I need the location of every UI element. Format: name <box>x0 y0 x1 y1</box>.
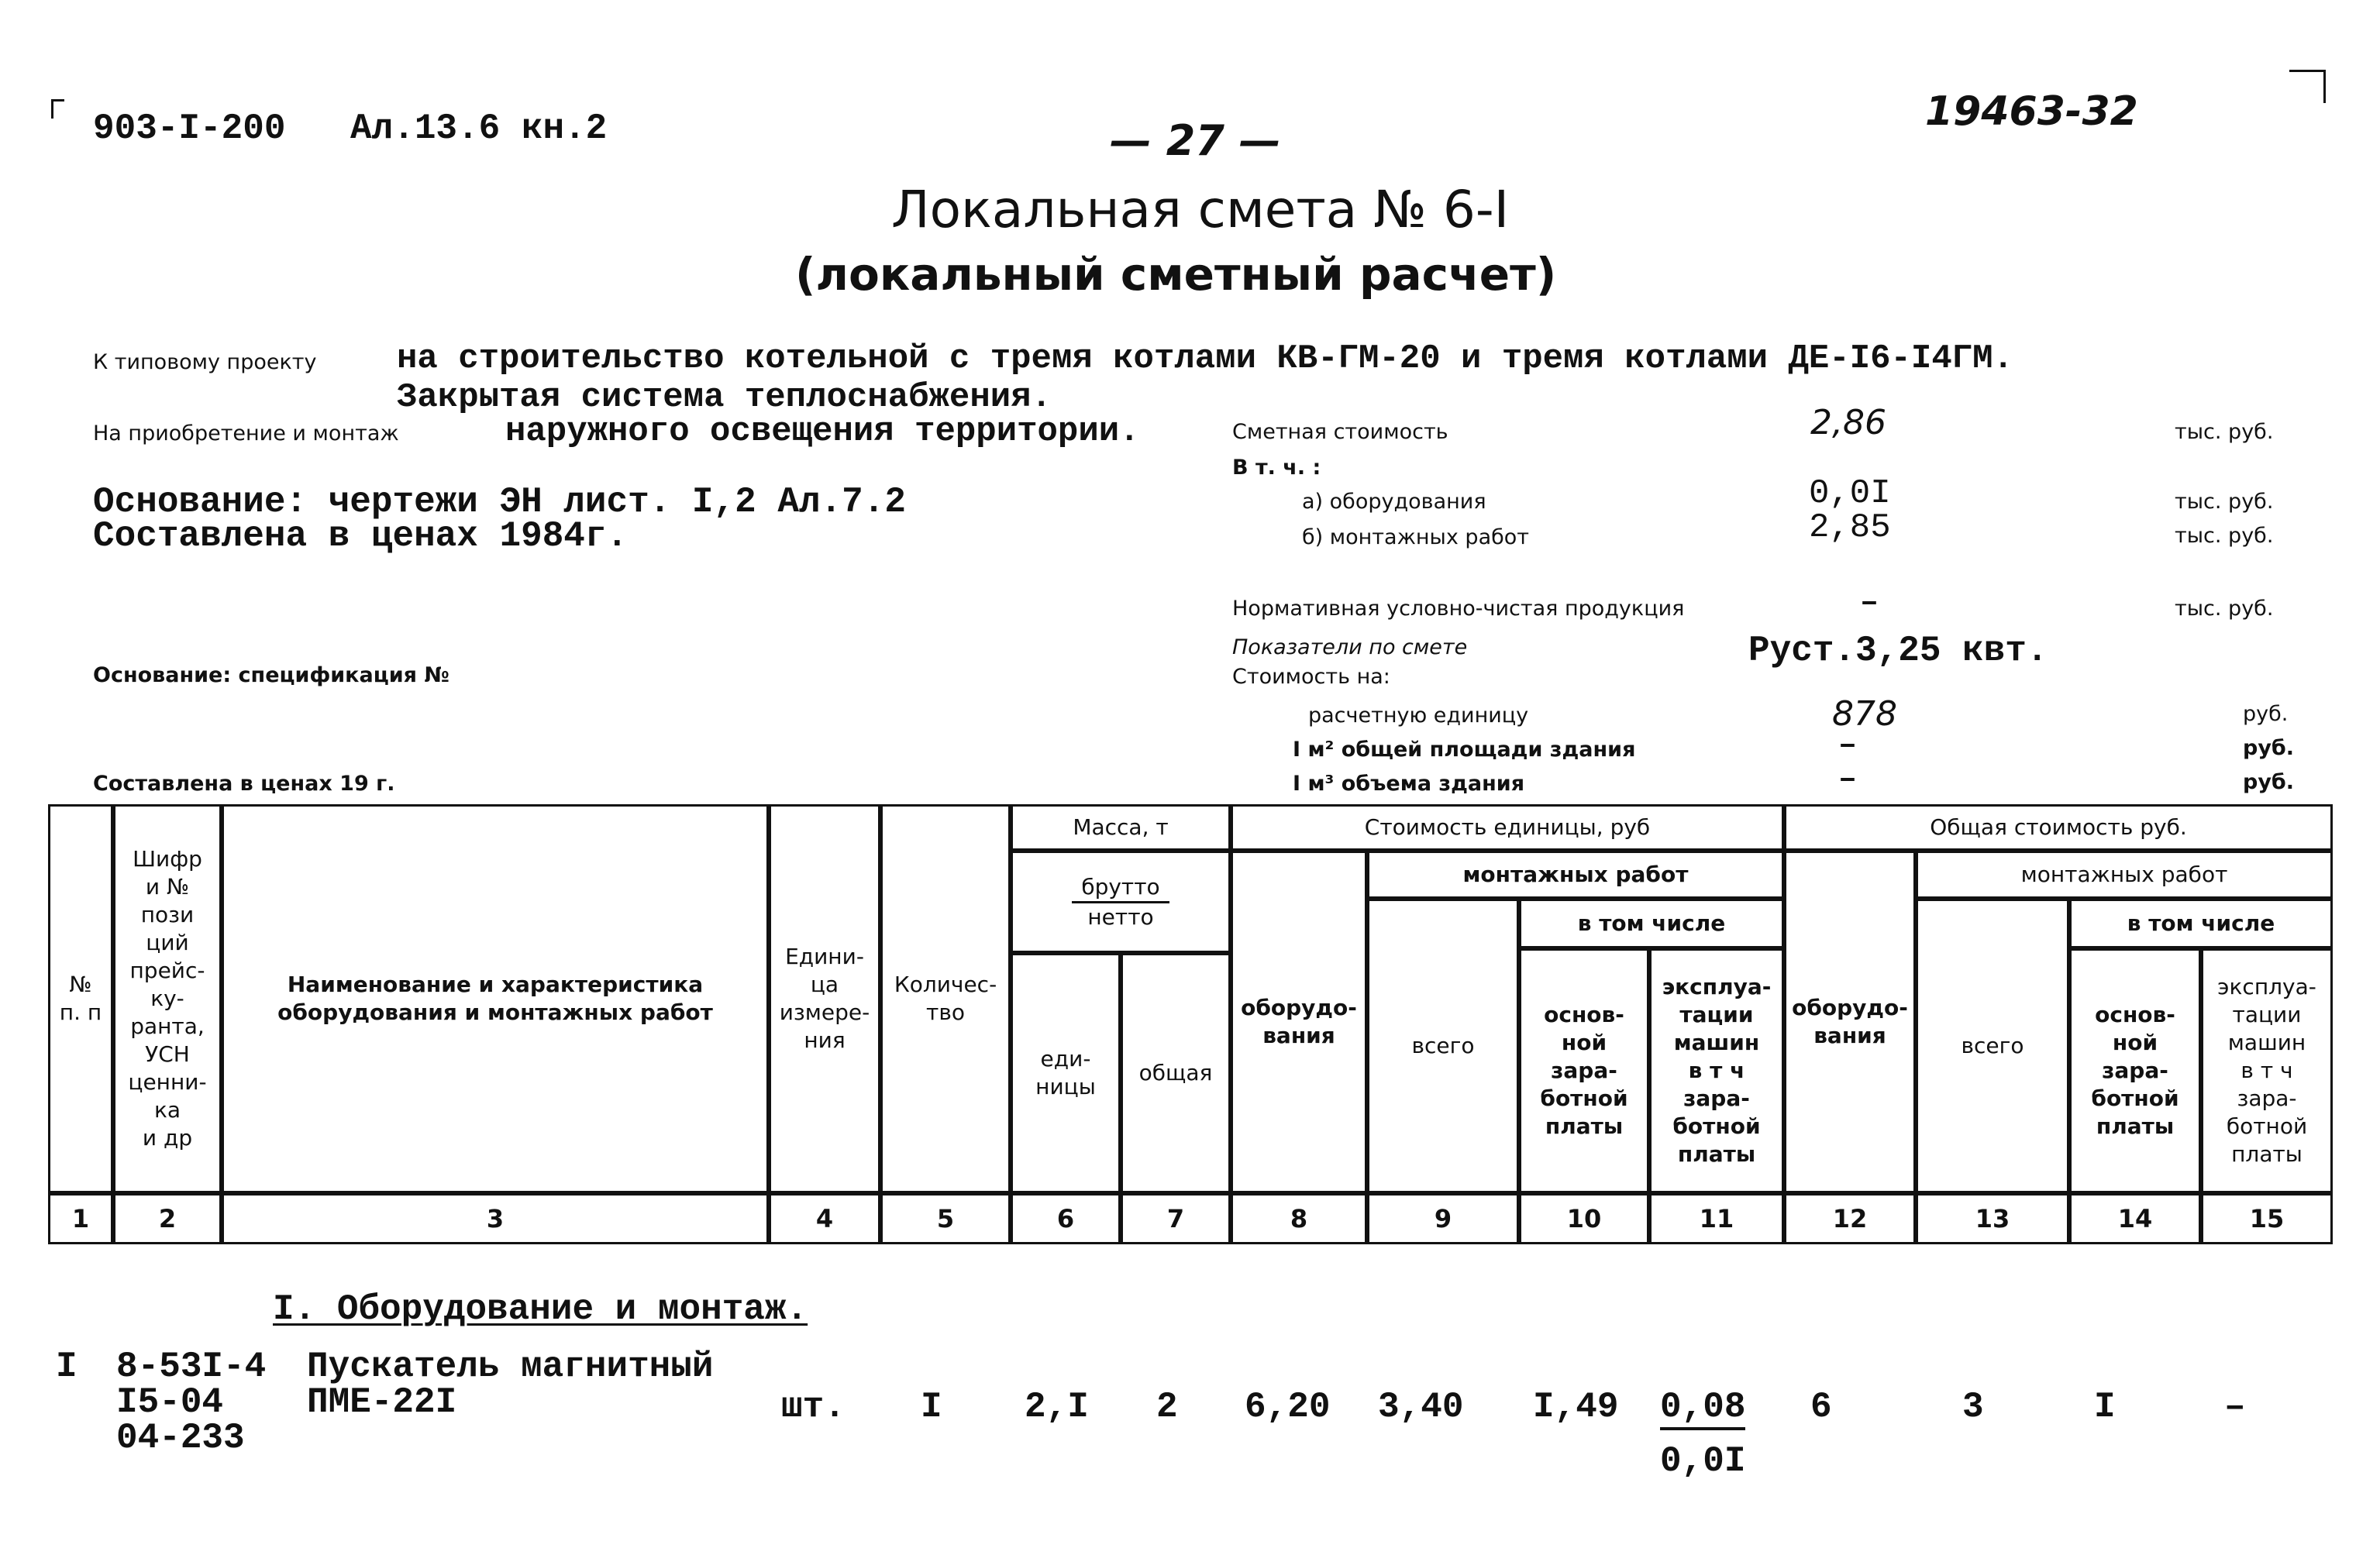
row-unit-install-total: 3,40 <box>1378 1387 1464 1427</box>
volume-cost-label: I м³ объема здания <box>1293 772 1525 796</box>
col-header-total-equipment: оборудо- вания <box>1784 851 1916 1193</box>
estimated-cost-label: Сметная стоимость <box>1232 420 1448 444</box>
album-reference: Ал.13.6 кн.2 <box>350 108 608 149</box>
row-unit-machine-wage: 0,0I <box>1660 1441 1746 1481</box>
col-number-9: 9 <box>1367 1193 1519 1244</box>
col-number-10: 10 <box>1519 1193 1649 1244</box>
estimated-cost-unit: тыс. руб. <box>2175 420 2274 444</box>
col-header-no: № п. п <box>48 804 113 1193</box>
purchase-label: На приобретение и монтаж <box>93 421 399 446</box>
col-header-brutto: брутто <box>1072 873 1169 903</box>
document-subtitle: (локальный сметный расчет) <box>795 248 1557 301</box>
equipment-cost-value: 0,0I <box>1809 474 1891 513</box>
doc-code: 903-I-200 <box>93 108 286 149</box>
col-header-mass-total: общая <box>1121 953 1231 1193</box>
page-number: — 27 — <box>1110 116 1281 165</box>
indicators-value: Руст.3,25 квт. <box>1748 631 2048 671</box>
col-number-13: 13 <box>1916 1193 2069 1244</box>
row-no: I <box>56 1347 77 1387</box>
row-name-2: ПМЕ-22I <box>307 1382 457 1423</box>
row-quantity: I <box>921 1387 942 1427</box>
basis-prices: Составлена в ценах 1984г. <box>93 516 629 556</box>
area-cost-unit: руб. <box>2243 736 2295 760</box>
col-header-mass: Масса, т <box>1011 804 1231 851</box>
col-header-unit-install: монтажных работ <box>1367 851 1784 899</box>
installation-cost-unit: тыс. руб. <box>2175 524 2274 548</box>
unit-cost-unit: руб. <box>2243 702 2289 726</box>
archive-stamp: 19463-32 <box>1925 88 2138 135</box>
area-cost-value: – <box>1838 728 1858 763</box>
project-system: Закрытая система теплоснабжения. <box>397 378 1052 417</box>
col-number-15: 15 <box>2201 1193 2333 1244</box>
col-header-total-machine: эксплуа- тации машин в т ч зара- ботной платы <box>2201 948 2333 1193</box>
col-header-unit-wage: основ- ной зара- ботной платы <box>1519 948 1649 1193</box>
normative-production-label: Нормативная условно-чистая продукция <box>1232 597 1685 621</box>
col-header-unit-machine: эксплуа- тации машин в т ч зара- ботной платы <box>1649 948 1784 1193</box>
col-header-unit-equipment: оборудо- вания <box>1231 851 1367 1193</box>
row-mass-total: 2 <box>1156 1387 1178 1427</box>
row-unit-equipment: 6,20 <box>1245 1387 1331 1427</box>
project-value: на строительство котельной с тремя котлами КВ-ГМ-20 и тремя котлами ДЕ-I6-I4ГМ. <box>397 339 2013 378</box>
installation-cost-label: б) монтажных работ <box>1302 525 1530 549</box>
estimate-table-header <box>48 804 2333 1244</box>
equipment-cost-label: а) оборудования <box>1302 490 1486 514</box>
col-number-14: 14 <box>2069 1193 2201 1244</box>
installation-cost-value: 2,85 <box>1809 508 1891 547</box>
unit-cost-value: 878 <box>1832 694 1897 734</box>
prices-year-label: Составлена в ценах 19 г. <box>93 772 395 796</box>
row-name-1: Пускатель магнитный <box>307 1347 714 1387</box>
col-header-unit: Едини- ца измере- ния <box>769 804 880 1193</box>
corner-mark-top-left <box>51 99 64 119</box>
row-code-1: 8-53I-4 <box>116 1347 267 1387</box>
document-title: Локальная смета № 6-I <box>891 180 1510 239</box>
col-number-2: 2 <box>113 1193 222 1244</box>
row-code-3: 04-233 <box>116 1418 245 1458</box>
row-total-equipment: 6 <box>1810 1387 1832 1427</box>
purchase-value: наружного освещения территории. <box>505 412 1140 451</box>
normative-production-unit: тыс. руб. <box>2175 597 2274 621</box>
col-number-8: 8 <box>1231 1193 1367 1244</box>
row-mass-unit: 2,I <box>1025 1387 1089 1427</box>
area-cost-label: I м² общей площади здания <box>1293 738 1636 762</box>
row-code-2: I5-04 <box>116 1382 224 1423</box>
row-unit-machine: 0,08 <box>1660 1387 1745 1430</box>
col-number-3: 3 <box>222 1193 769 1244</box>
col-header-netto: нетто <box>1087 903 1154 930</box>
section-title-text: I. Оборудование и монтаж. <box>273 1289 808 1330</box>
col-header-total-incl: в том числе <box>2069 899 2333 948</box>
section-title <box>273 1289 808 1330</box>
col-number-5: 5 <box>880 1193 1011 1244</box>
volume-cost-unit: руб. <box>2243 770 2295 794</box>
col-header-quantity: Количес- тво <box>880 804 1011 1193</box>
row-unit-wage: I,49 <box>1533 1387 1619 1427</box>
estimated-cost-value: 2,86 <box>1810 403 1886 442</box>
col-number-1: 1 <box>48 1193 113 1244</box>
col-header-unit-install-total: всего <box>1367 899 1519 1193</box>
col-header-unit-cost: Стоимость единицы, руб <box>1231 804 1784 851</box>
col-header-name: Наименование и характеристика оборудования и монтажных работ <box>222 804 769 1193</box>
col-number-6: 6 <box>1011 1193 1121 1244</box>
including-label: В т. ч. : <box>1232 456 1321 480</box>
col-header-brutto-netto <box>1011 851 1231 953</box>
col-number-11: 11 <box>1649 1193 1784 1244</box>
col-number-4: 4 <box>769 1193 880 1244</box>
col-header-total-install-total: всего <box>1916 899 2069 1193</box>
project-label: К типовому проекту <box>93 350 317 374</box>
volume-cost-value: – <box>1838 762 1858 797</box>
col-header-code: Шифр и № пози ций прейс- ку- ранта, УСН ценни- ка и др <box>113 804 222 1193</box>
col-header-total-wage: основ- ной зара- ботной платы <box>2069 948 2201 1193</box>
basis-drawings: Основание: чертежи ЭН лист. I,2 Ал.7.2 <box>93 482 906 522</box>
spec-label: Основание: спецификация № <box>93 663 449 687</box>
col-header-unit-incl: в том числе <box>1519 899 1784 948</box>
col-header-total-install: монтажных работ <box>1916 851 2333 899</box>
unit-cost-label: расчетную единицу <box>1308 704 1529 728</box>
corner-mark-top-right <box>2289 70 2326 103</box>
normative-production-value: – <box>1860 586 1879 621</box>
col-number-12: 12 <box>1784 1193 1916 1244</box>
col-header-mass-unit: еди- ницы <box>1011 953 1121 1193</box>
row-total-machine: – <box>2224 1387 2246 1427</box>
col-header-total-cost: Общая стоимость руб. <box>1784 804 2333 851</box>
row-total-wage: I <box>2094 1387 2116 1427</box>
row-total-install: 3 <box>1962 1387 1984 1427</box>
row-unit: шт. <box>781 1387 846 1427</box>
cost-for-label: Стоимость на: <box>1232 665 1390 689</box>
indicators-label: Показатели по смете <box>1232 635 1468 659</box>
col-number-7: 7 <box>1121 1193 1231 1244</box>
equipment-cost-unit: тыс. руб. <box>2175 490 2274 514</box>
